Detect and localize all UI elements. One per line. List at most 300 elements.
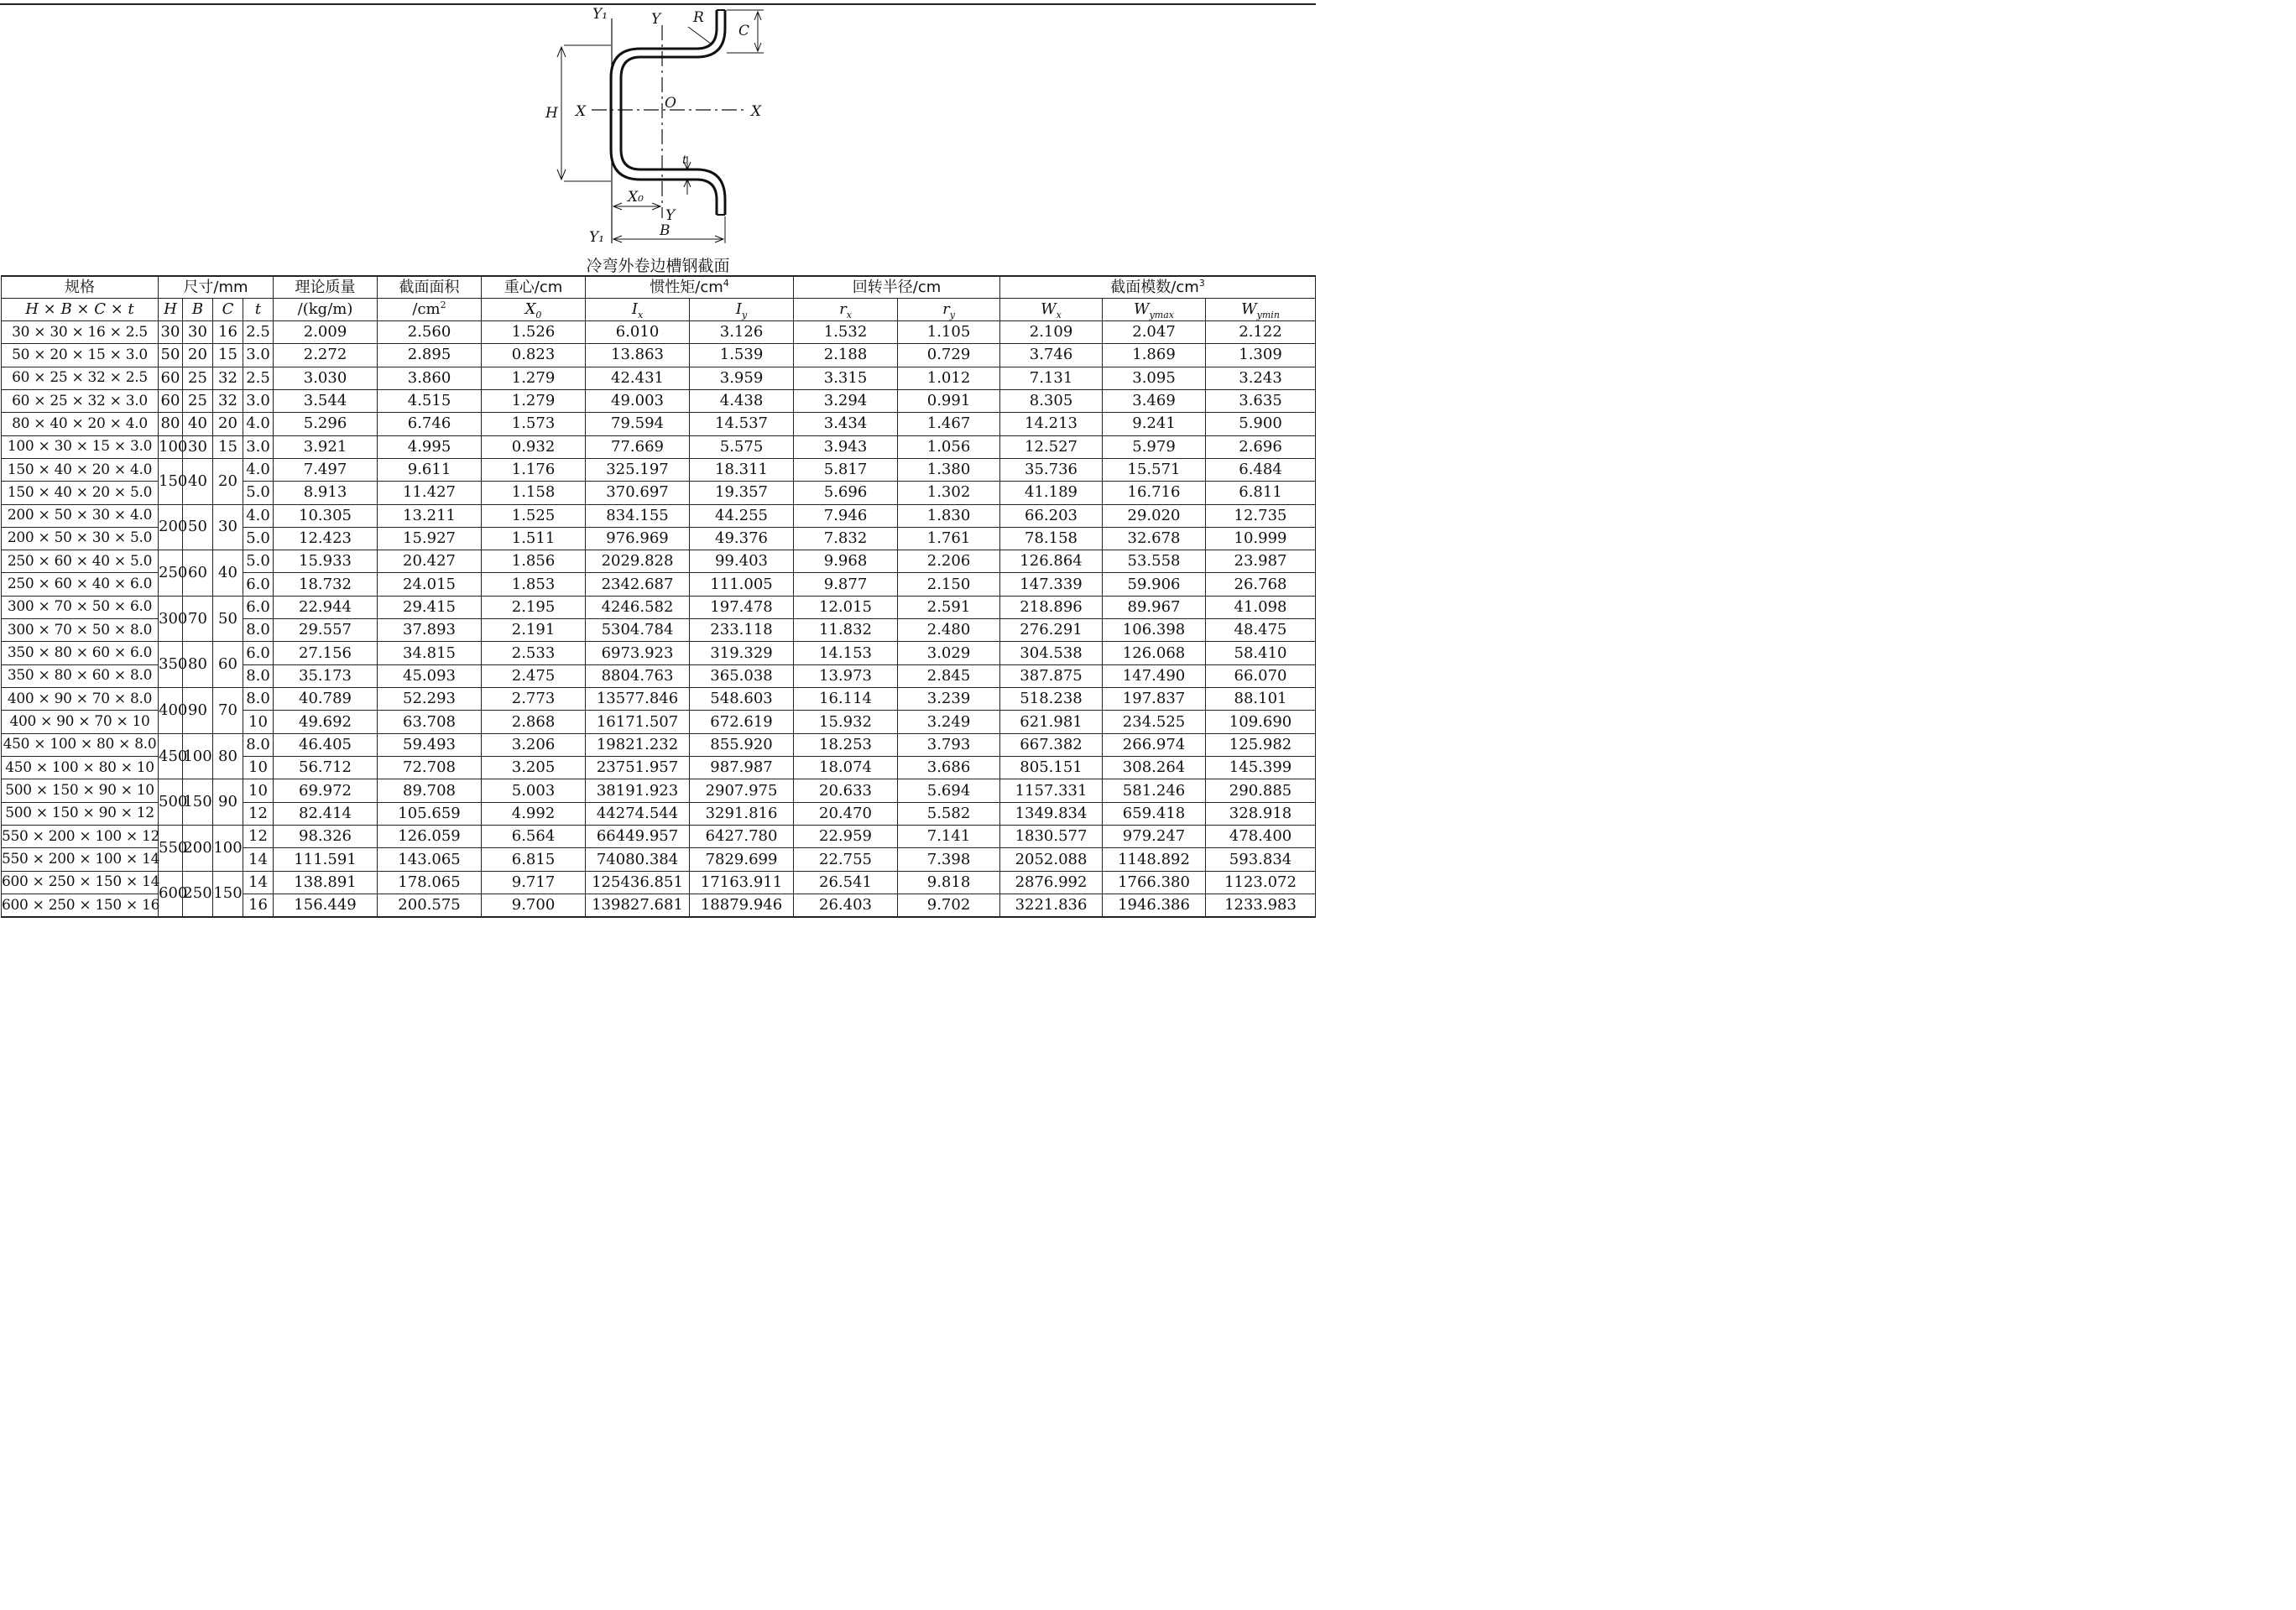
- cell-h: 450: [159, 733, 183, 779]
- cell-rx: 18.253: [794, 733, 898, 756]
- cell-wymin: 5.900: [1206, 413, 1316, 435]
- cell-c: 20: [213, 458, 243, 504]
- cell-mass: 3.921: [274, 435, 378, 458]
- cell-t: 6.0: [243, 573, 274, 596]
- label-x0: X₀: [628, 189, 644, 206]
- cell-t: 4.0: [243, 504, 274, 527]
- cell-b: 40: [183, 413, 213, 435]
- cell-wymin: 145.399: [1206, 757, 1316, 779]
- cell-c: 50: [213, 596, 243, 642]
- cell-rx: 15.932: [794, 711, 898, 733]
- cell-mass: 7.497: [274, 458, 378, 481]
- cell-c: 32: [213, 367, 243, 389]
- cell-x0: 3.206: [482, 733, 586, 756]
- cell-x0: 1.856: [482, 550, 586, 573]
- cell-rx: 9.968: [794, 550, 898, 573]
- cell-wymin: 58.410: [1206, 642, 1316, 664]
- cell-rx: 1.532: [794, 320, 898, 343]
- cell-wymax: 234.525: [1103, 711, 1206, 733]
- cell-wymin: 1233.983: [1206, 894, 1316, 917]
- table-row: [2, 688, 1316, 711]
- cell-wymax: 9.241: [1103, 413, 1206, 435]
- cell-c: 16: [213, 320, 243, 343]
- cell-h: 80: [159, 413, 183, 435]
- cell-ry: 3.249: [898, 711, 1000, 733]
- cell-spec: 60 × 25 × 32 × 2.5: [2, 367, 159, 389]
- cell-ry: 7.141: [898, 826, 1000, 848]
- cell-b: 40: [183, 458, 213, 504]
- table-row: [2, 367, 1316, 389]
- cell-h: 550: [159, 826, 183, 872]
- cell-h: 60: [159, 389, 183, 412]
- cell-iy: 672.619: [690, 711, 794, 733]
- cell-spec: 30 × 30 × 16 × 2.5: [2, 320, 159, 343]
- cell-wymax: 53.558: [1103, 550, 1206, 573]
- cell-t: 6.0: [243, 642, 274, 664]
- cell-t: 5.0: [243, 527, 274, 550]
- cell-wymin: 1123.072: [1206, 871, 1316, 894]
- cell-mass: 12.423: [274, 527, 378, 550]
- cell-x0: 2.868: [482, 711, 586, 733]
- cell-wymin: 6.484: [1206, 458, 1316, 481]
- cell-wymin: 6.811: [1206, 482, 1316, 504]
- col-radius: 回转半径/cm: [794, 276, 1000, 299]
- cell-ix: 125436.851: [586, 871, 690, 894]
- cell-spec: 600 × 250 × 150 × 16: [2, 894, 159, 917]
- cell-b: 60: [183, 550, 213, 597]
- cell-spec: 250 × 60 × 40 × 6.0: [2, 573, 159, 596]
- cell-c: 15: [213, 344, 243, 367]
- cell-iy: 17163.911: [690, 871, 794, 894]
- cell-iy: 233.118: [690, 619, 794, 642]
- cell-ry: 2.591: [898, 596, 1000, 618]
- cell-ix: 44274.544: [586, 802, 690, 825]
- cell-t: 16: [243, 894, 274, 917]
- cell-ix: 4246.582: [586, 596, 690, 618]
- cell-area: 20.427: [378, 550, 482, 573]
- figure-caption: 冷弯外卷边槽钢截面: [586, 257, 730, 275]
- cell-ry: 2.480: [898, 619, 1000, 642]
- cell-c: 32: [213, 389, 243, 412]
- cell-ix: 49.003: [586, 389, 690, 412]
- cell-wx: 147.339: [1000, 573, 1103, 596]
- cell-b: 80: [183, 642, 213, 688]
- cell-area: 178.065: [378, 871, 482, 894]
- cell-rx: 5.817: [794, 458, 898, 481]
- table-row: [2, 733, 1316, 756]
- label-h: H: [545, 105, 558, 122]
- cell-ix: 16171.507: [586, 711, 690, 733]
- cell-iy: 365.038: [690, 664, 794, 687]
- cell-ix: 2342.687: [586, 573, 690, 596]
- cell-mass: 40.789: [274, 688, 378, 711]
- table-row: [2, 642, 1316, 664]
- cell-area: 29.415: [378, 596, 482, 618]
- cell-wymax: 126.068: [1103, 642, 1206, 664]
- cell-wymin: 2.696: [1206, 435, 1316, 458]
- label-y-top: Y: [651, 11, 661, 28]
- cell-wymax: 29.020: [1103, 504, 1206, 527]
- cell-ix: 19821.232: [586, 733, 690, 756]
- cell-ry: 0.991: [898, 389, 1000, 412]
- cell-wymin: 12.735: [1206, 504, 1316, 527]
- cell-wymin: 88.101: [1206, 688, 1316, 711]
- table-row: [2, 871, 1316, 894]
- cell-wymax: 32.678: [1103, 527, 1206, 550]
- cell-b: 50: [183, 504, 213, 550]
- cell-h: 30: [159, 320, 183, 343]
- cell-h: 100: [159, 435, 183, 458]
- col-size: 尺寸/mm: [159, 276, 274, 299]
- cell-wymax: 266.974: [1103, 733, 1206, 756]
- cell-spec: 450 × 100 × 80 × 8.0: [2, 733, 159, 756]
- cell-wymin: 41.098: [1206, 596, 1316, 618]
- cell-x0: 1.573: [482, 413, 586, 435]
- subheader-row: [2, 299, 1316, 321]
- col-modulus: 截面模数$/cm^3$: [1000, 276, 1316, 299]
- cell-b: 150: [183, 779, 213, 826]
- cell-t: 10: [243, 757, 274, 779]
- label-x-left: X: [576, 103, 587, 120]
- cell-area: 59.493: [378, 733, 482, 756]
- cell-ry: 1.105: [898, 320, 1000, 343]
- cell-wymax: 659.418: [1103, 802, 1206, 825]
- cell-area: 3.860: [378, 367, 482, 389]
- cell-area: 52.293: [378, 688, 482, 711]
- cell-wx: 41.189: [1000, 482, 1103, 504]
- section-outline-outer: [611, 10, 717, 215]
- cell-wymax: 1.869: [1103, 344, 1206, 367]
- cell-mass: 29.557: [274, 619, 378, 642]
- cell-ry: 1.380: [898, 458, 1000, 481]
- cell-iy: 3.959: [690, 367, 794, 389]
- cell-spec: 350 × 80 × 60 × 6.0: [2, 642, 159, 664]
- cell-ry: 3.793: [898, 733, 1000, 756]
- cell-h: 200: [159, 504, 183, 550]
- cell-b: 250: [183, 871, 213, 917]
- cell-wx: 7.131: [1000, 367, 1103, 389]
- cell-b: 200: [183, 826, 213, 872]
- cell-wymax: 3.095: [1103, 367, 1206, 389]
- cell-spec: 60 × 25 × 32 × 3.0: [2, 389, 159, 412]
- cell-wymin: 328.918: [1206, 802, 1316, 825]
- cell-rx: 11.832: [794, 619, 898, 642]
- cell-spec: 150 × 40 × 20 × 5.0: [2, 482, 159, 504]
- cell-area: 126.059: [378, 826, 482, 848]
- cell-wx: 1830.577: [1000, 826, 1103, 848]
- cell-t: 8.0: [243, 619, 274, 642]
- header-row: [2, 276, 1316, 299]
- sub-mass: /(kg/m): [274, 299, 378, 321]
- cell-wymin: 125.982: [1206, 733, 1316, 756]
- cell-t: 2.5: [243, 367, 274, 389]
- cell-area: 11.427: [378, 482, 482, 504]
- cell-t: 5.0: [243, 550, 274, 573]
- cell-ix: 8804.763: [586, 664, 690, 687]
- cell-rx: 13.973: [794, 664, 898, 687]
- table-body: [2, 320, 1316, 917]
- cell-iy: 5.575: [690, 435, 794, 458]
- cell-ix: 139827.681: [586, 894, 690, 917]
- cell-ry: 3.029: [898, 642, 1000, 664]
- sub-t: t: [243, 299, 274, 321]
- cell-wx: 218.896: [1000, 596, 1103, 618]
- cell-x0: 5.003: [482, 779, 586, 802]
- cell-wymax: 106.398: [1103, 619, 1206, 642]
- cell-wx: 12.527: [1000, 435, 1103, 458]
- cell-wx: 66.203: [1000, 504, 1103, 527]
- cell-mass: 111.591: [274, 848, 378, 871]
- cell-c: 100: [213, 826, 243, 872]
- cell-wx: 667.382: [1000, 733, 1103, 756]
- cell-spec: 150 × 40 × 20 × 4.0: [2, 458, 159, 481]
- cell-wx: 2.109: [1000, 320, 1103, 343]
- cell-wymin: 290.885: [1206, 779, 1316, 802]
- cell-rx: 3.294: [794, 389, 898, 412]
- cell-rx: 2.188: [794, 344, 898, 367]
- cell-c: 40: [213, 550, 243, 597]
- cell-mass: 3.544: [274, 389, 378, 412]
- cell-area: 34.815: [378, 642, 482, 664]
- cell-wymin: 593.834: [1206, 848, 1316, 871]
- col-centroid: 重心/cm: [482, 276, 586, 299]
- cell-mass: 46.405: [274, 733, 378, 756]
- cell-x0: 1.511: [482, 527, 586, 550]
- cell-ry: 9.818: [898, 871, 1000, 894]
- cell-mass: 27.156: [274, 642, 378, 664]
- cell-mass: 3.030: [274, 367, 378, 389]
- label-t: t: [682, 154, 687, 167]
- cell-area: 4.995: [378, 435, 482, 458]
- sub-ry: $r_y$: [898, 299, 1000, 321]
- cell-x0: 6.564: [482, 826, 586, 848]
- cell-rx: 3.315: [794, 367, 898, 389]
- cell-c: 30: [213, 504, 243, 550]
- cell-mass: 10.305: [274, 504, 378, 527]
- cell-wymin: 1.309: [1206, 344, 1316, 367]
- cell-ry: 1.302: [898, 482, 1000, 504]
- cell-t: 3.0: [243, 389, 274, 412]
- col-area: 截面面积: [378, 276, 482, 299]
- cell-iy: 7829.699: [690, 848, 794, 871]
- cell-wx: 518.238: [1000, 688, 1103, 711]
- cell-ry: 2.150: [898, 573, 1000, 596]
- cell-area: 2.560: [378, 320, 482, 343]
- cell-iy: 319.329: [690, 642, 794, 664]
- cell-mass: 49.692: [274, 711, 378, 733]
- cell-wx: 621.981: [1000, 711, 1103, 733]
- cell-x0: 2.195: [482, 596, 586, 618]
- cell-rx: 5.696: [794, 482, 898, 504]
- cell-wymax: 89.967: [1103, 596, 1206, 618]
- cell-iy: 111.005: [690, 573, 794, 596]
- cell-ix: 6973.923: [586, 642, 690, 664]
- cell-h: 60: [159, 367, 183, 389]
- cell-x0: 0.932: [482, 435, 586, 458]
- section-diagram: [0, 0, 1316, 252]
- cell-mass: 69.972: [274, 779, 378, 802]
- cell-spec: 450 × 100 × 80 × 10: [2, 757, 159, 779]
- cell-area: 6.746: [378, 413, 482, 435]
- cell-ix: 13.863: [586, 344, 690, 367]
- table-row: [2, 320, 1316, 343]
- cell-spec: 100 × 30 × 15 × 3.0: [2, 435, 159, 458]
- cell-t: 8.0: [243, 688, 274, 711]
- table-row: [2, 826, 1316, 848]
- cell-ix: 13577.846: [586, 688, 690, 711]
- cell-wx: 35.736: [1000, 458, 1103, 481]
- cell-mass: 56.712: [274, 757, 378, 779]
- cell-ry: 7.398: [898, 848, 1000, 871]
- table-row: [2, 458, 1316, 481]
- cell-ix: 38191.923: [586, 779, 690, 802]
- cell-ry: 1.830: [898, 504, 1000, 527]
- cell-t: 3.0: [243, 435, 274, 458]
- cell-ry: 9.702: [898, 894, 1000, 917]
- cell-mass: 138.891: [274, 871, 378, 894]
- cell-wymin: 3.243: [1206, 367, 1316, 389]
- label-x-right: X: [751, 103, 762, 120]
- cell-spec: 50 × 20 × 15 × 3.0: [2, 344, 159, 367]
- cell-iy: 19.357: [690, 482, 794, 504]
- cell-wx: 2052.088: [1000, 848, 1103, 871]
- cell-wx: 3.746: [1000, 344, 1103, 367]
- cell-ix: 370.697: [586, 482, 690, 504]
- cell-t: 3.0: [243, 344, 274, 367]
- cell-spec: 400 × 90 × 70 × 10: [2, 711, 159, 733]
- cell-area: 13.211: [378, 504, 482, 527]
- cell-ry: 3.686: [898, 757, 1000, 779]
- cell-area: 24.015: [378, 573, 482, 596]
- cell-spec: 300 × 70 × 50 × 8.0: [2, 619, 159, 642]
- cell-ix: 5304.784: [586, 619, 690, 642]
- cell-h: 50: [159, 344, 183, 367]
- r-leader: [688, 27, 711, 44]
- cell-ix: 74080.384: [586, 848, 690, 871]
- table-row: [2, 779, 1316, 802]
- cell-area: 2.895: [378, 344, 482, 367]
- cell-spec: 500 × 150 × 90 × 10: [2, 779, 159, 802]
- cell-ix: 2029.828: [586, 550, 690, 573]
- cell-spec: 400 × 90 × 70 × 8.0: [2, 688, 159, 711]
- cell-wx: 126.864: [1000, 550, 1103, 573]
- cell-x0: 9.700: [482, 894, 586, 917]
- cell-mass: 18.732: [274, 573, 378, 596]
- cell-rx: 22.959: [794, 826, 898, 848]
- label-r: R: [693, 9, 704, 26]
- cell-iy: 3.126: [690, 320, 794, 343]
- cell-wx: 78.158: [1000, 527, 1103, 550]
- cell-rx: 7.946: [794, 504, 898, 527]
- table-row: [2, 596, 1316, 618]
- sub-iy: $I_y$: [690, 299, 794, 321]
- cell-area: 143.065: [378, 848, 482, 871]
- cell-ry: 2.206: [898, 550, 1000, 573]
- cell-h: 600: [159, 871, 183, 917]
- cell-c: 15: [213, 435, 243, 458]
- cell-t: 5.0: [243, 482, 274, 504]
- cell-t: 14: [243, 848, 274, 871]
- cell-wx: 3221.836: [1000, 894, 1103, 917]
- cell-rx: 18.074: [794, 757, 898, 779]
- cell-rx: 3.434: [794, 413, 898, 435]
- sub-wx: $W_x$: [1000, 299, 1103, 321]
- cell-ix: 834.155: [586, 504, 690, 527]
- cell-wx: 2876.992: [1000, 871, 1103, 894]
- label-y1-top: Y₁: [592, 6, 608, 23]
- cell-h: 150: [159, 458, 183, 504]
- cell-t: 4.0: [243, 413, 274, 435]
- cell-mass: 2.009: [274, 320, 378, 343]
- sub-c: C: [213, 299, 243, 321]
- col-spec: 规格: [2, 276, 159, 299]
- cell-ry: 1.056: [898, 435, 1000, 458]
- cell-iy: 44.255: [690, 504, 794, 527]
- cell-ix: 42.431: [586, 367, 690, 389]
- sub-b: B: [183, 299, 213, 321]
- cell-x0: 9.717: [482, 871, 586, 894]
- sub-rx: $r_x$: [794, 299, 898, 321]
- table-row: [2, 389, 1316, 412]
- cell-b: 20: [183, 344, 213, 367]
- cell-x0: 2.533: [482, 642, 586, 664]
- sub-area: $/cm^2$: [378, 299, 482, 321]
- sub-ix: $I_x$: [586, 299, 690, 321]
- cell-x0: 2.191: [482, 619, 586, 642]
- cell-mass: 15.933: [274, 550, 378, 573]
- cell-x0: 3.205: [482, 757, 586, 779]
- cell-wymin: 3.635: [1206, 389, 1316, 412]
- cell-c: 20: [213, 413, 243, 435]
- cell-mass: 2.272: [274, 344, 378, 367]
- cell-b: 30: [183, 435, 213, 458]
- cell-c: 90: [213, 779, 243, 826]
- cell-wymax: 2.047: [1103, 320, 1206, 343]
- cell-spec: 500 × 150 × 90 × 12: [2, 802, 159, 825]
- sub-x0: $X_0$: [482, 299, 586, 321]
- cell-t: 8.0: [243, 664, 274, 687]
- cell-t: 12: [243, 826, 274, 848]
- cell-wymin: 10.999: [1206, 527, 1316, 550]
- table-row: [2, 413, 1316, 435]
- cell-area: 37.893: [378, 619, 482, 642]
- sub-wymin: $W_{ymin}$: [1206, 299, 1316, 321]
- sub-h: H: [159, 299, 183, 321]
- cell-x0: 1.158: [482, 482, 586, 504]
- label-o: O: [665, 95, 676, 112]
- cell-wx: 276.291: [1000, 619, 1103, 642]
- cell-t: 10: [243, 711, 274, 733]
- cell-mass: 22.944: [274, 596, 378, 618]
- cell-rx: 12.015: [794, 596, 898, 618]
- cell-mass: 35.173: [274, 664, 378, 687]
- cell-t: 12: [243, 802, 274, 825]
- cell-x0: 2.773: [482, 688, 586, 711]
- cell-x0: 1.176: [482, 458, 586, 481]
- cell-iy: 1.539: [690, 344, 794, 367]
- cell-ix: 66449.957: [586, 826, 690, 848]
- cell-rx: 9.877: [794, 573, 898, 596]
- cell-wymax: 15.571: [1103, 458, 1206, 481]
- cell-ix: 79.594: [586, 413, 690, 435]
- cell-rx: 22.755: [794, 848, 898, 871]
- cell-h: 350: [159, 642, 183, 688]
- cell-wymin: 2.122: [1206, 320, 1316, 343]
- cell-area: 63.708: [378, 711, 482, 733]
- cell-iy: 6427.780: [690, 826, 794, 848]
- cell-x0: 1.279: [482, 389, 586, 412]
- cell-wx: 387.875: [1000, 664, 1103, 687]
